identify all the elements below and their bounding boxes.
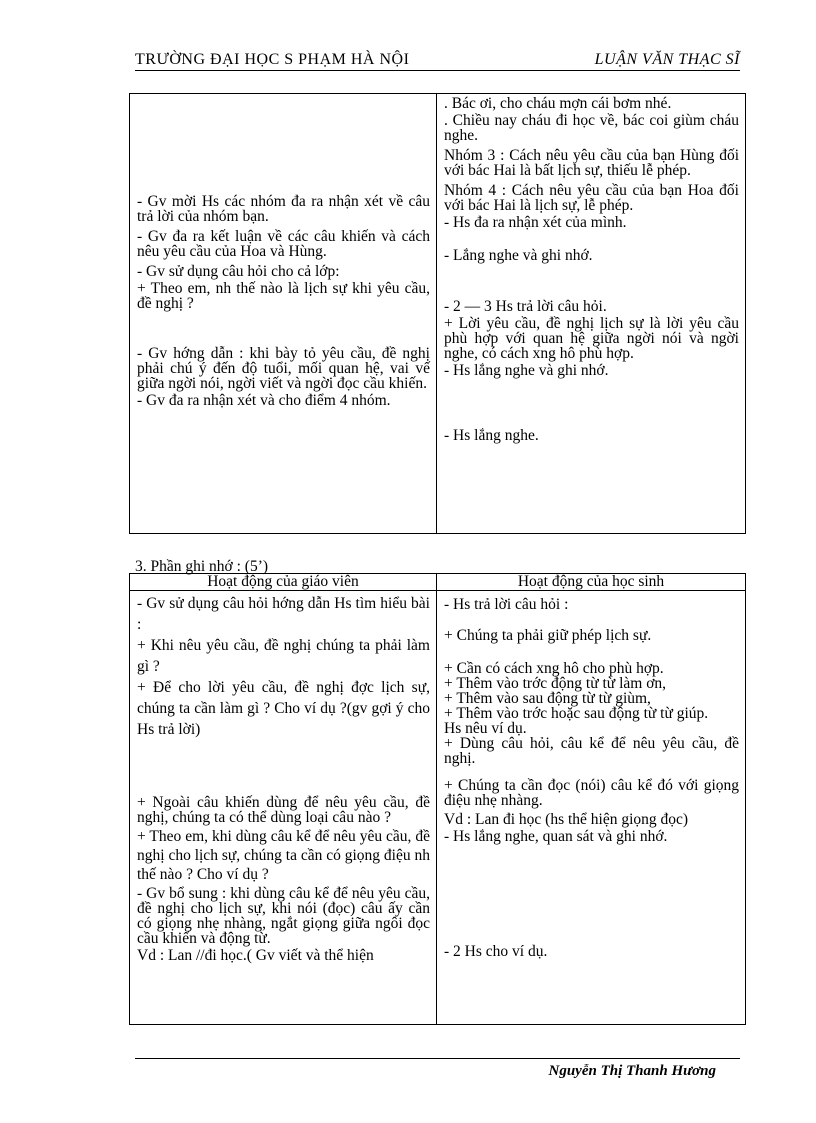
student-example: Vd : Lan đi học (hs thể hiện giọng đọc) [444,811,689,828]
document-type: LUẬN VĂN THẠC SĨ [594,51,740,68]
student-step: + Chúng ta cần đọc (nói) câu kể đó với giọng điệu nhẹ nhàng. [444,777,739,809]
teacher-question: + Khi nêu yêu cầu, đề nghị chúng ta phải làm gì ? [137,637,430,675]
student-step: Hs nêu ví dụ. [444,720,527,737]
teacher-step: - Gv hớng dẫn : khi bày tỏ yêu cầu, đề nghị phải chú ý đến độ tuổi, mối quan hệ, vai vế giữa ngời nói, ngời viết và ngời đọc cầu khiến. [137,345,430,392]
student-step: + Dùng câu hỏi, câu kể để nêu yêu cầu, đề nghị. [444,735,739,767]
teacher-activity-cell [130,591,437,1025]
teacher-activity-cell [130,94,437,534]
author-signature: Nguyễn Thị Thanh Hương [548,1063,716,1079]
student-step: - 2 — 3 Hs trả lời câu hỏi. [444,298,607,315]
student-step: + Chúng ta phải giữ phép lịch sự. [444,627,652,644]
student-step: Nhóm 4 : Cách nêu yêu cầu của bạn Hoa đối với bác Hai là lịch sự, lễ phép. [444,182,739,214]
student-step: + Cần có cách xng hô cho phù hợp. [444,660,664,677]
teacher-question: + Theo em, khi dùng câu kể để nêu yêu cầu, đề nghị cho lịch sự, chúng ta cần có giọng điệu nh thế nào ? Cho ví dụ ? [137,828,430,883]
student-activity-cell [437,591,746,1025]
teacher-question: + Theo em, nh thế nào là lịch sự khi yêu cầu, đề nghị ? [137,280,430,312]
student-activity-cell [437,94,746,534]
student-step: + Lời yêu cầu, đề nghị lịch sự là lời yêu cầu phù hợp với quan hệ giữa ngời nói và ngời nghe, có cách xng hô phù hợp. [444,315,739,362]
table-header-row [130,574,746,591]
student-step: - Hs lắng nghe và ghi nhớ. [444,362,609,379]
teacher-example: Vd : Lan //đi học.( Gv viết và thể hiện [137,947,374,964]
teacher-step: - Gv mời Hs các nhóm đa ra nhận xét về câu trả lời của nhóm bạn. [137,193,430,225]
section-title: 3. Phần ghi nhớ : (5’) [135,558,269,575]
table-row [130,94,746,534]
column-header-student: Hoạt động của học sinh [437,574,746,591]
student-step: + Thêm vào trớc hoặc sau động từ từ giúp. [444,705,709,722]
activity-table-continued [129,93,746,534]
student-step: - Hs đa ra nhận xét của mình. [444,214,627,231]
table-row [130,591,746,1025]
teacher-question: + Để cho lời yêu cầu, đề nghị đợc lịch sự, chúng ta cần làm gì ? Cho ví dụ ?(gv gợi ý cho Hs trả lời) [137,679,430,738]
teacher-step: - Gv đa ra nhận xét và cho điểm 4 nhóm. [137,392,391,409]
student-step: - 2 Hs cho ví dụ. [444,943,548,960]
student-step: - Hs lắng nghe, quan sát và ghi nhớ. [444,828,668,845]
teacher-question: + Ngoài câu khiến dùng để nêu yêu cầu, đề nghị, chúng ta có thể dùng loại câu nào ? [137,794,430,826]
student-step: Nhóm 3 : Cách nêu yêu cầu của bạn Hùng đối với bác Hai là bất lịch sự, thiếu lễ phép. [444,147,739,179]
student-step: . Bác ơi, cho cháu mợn cái bơm nhé. [444,95,672,112]
memo-activity-table [129,573,746,1025]
footer-divider [135,1058,740,1059]
student-step: + Thêm vào trớc động từ từ làm ơn, [444,675,667,692]
teacher-step: - Gv đa ra kết luận về các câu khiến và cách nêu yêu cầu của Hoa và Hùng. [137,228,430,260]
column-header-teacher: Hoạt động của giáo viên [130,574,437,591]
student-step: + Thêm vào sau động từ từ giùm, [444,690,651,707]
student-step: . Chiều nay cháu đi học về, bác coi giùm cháu nghe. [444,112,739,144]
student-step: - Hs lắng nghe. [444,427,539,444]
student-step: - Hs trả lời câu hỏi : [444,596,569,613]
teacher-step: - Gv bổ sung : khi dùng câu kể để nêu yêu cầu, đề nghị cho lịch sự, khi nói (đọc) câu ấy cần có giọng nhẹ nhàng, ngắt giọng giữa ngôi đọc cầu khiến và động từ. [137,885,430,947]
teacher-step: - Gv sử dụng câu hỏi hớng dẫn Hs tìm hiểu bài : [137,595,430,633]
university-name: TRƯỜNG ĐẠI HỌC S PHẠM HÀ NỘI [135,51,410,68]
student-step: - Lắng nghe và ghi nhớ. [444,247,593,264]
teacher-step: - Gv sử dụng câu hỏi cho cả lớp: [137,263,340,280]
page-header [135,50,740,71]
